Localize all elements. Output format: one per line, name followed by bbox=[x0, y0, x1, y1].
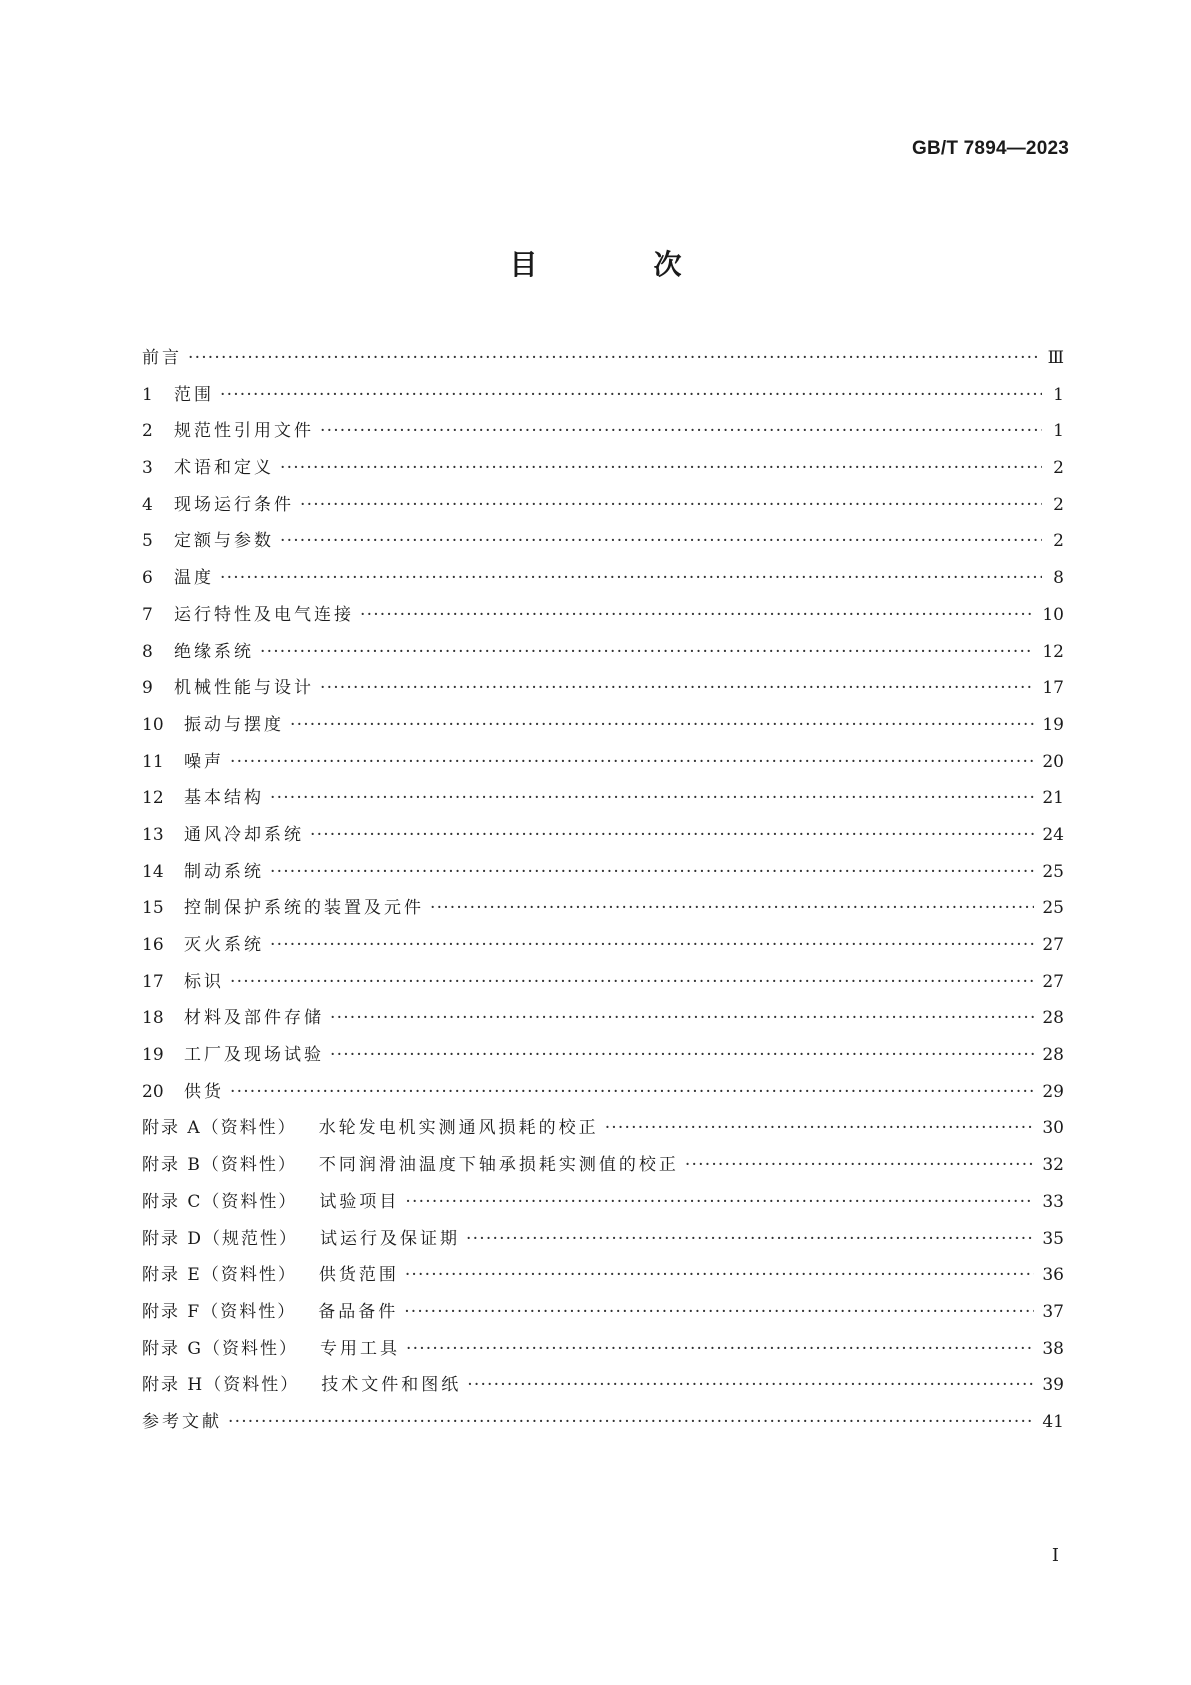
appendix-prefix: 附录 G（资料性） bbox=[142, 1338, 298, 1359]
toc-entry-label: 定额与参数 bbox=[174, 531, 274, 552]
toc-entry-label: 噪声 bbox=[184, 751, 224, 772]
table-of-contents bbox=[142, 340, 1064, 1441]
dot-leader bbox=[230, 744, 1034, 781]
toc-entry-label: 供货 bbox=[184, 1081, 224, 1102]
toc-entry-chapter[interactable] bbox=[142, 487, 1064, 524]
toc-entry-page: 29 bbox=[1042, 1081, 1064, 1102]
toc-entry-number: 16 bbox=[142, 935, 164, 955]
toc-entry-page: 10 bbox=[1042, 604, 1064, 625]
toc-entry-number: 3 bbox=[142, 458, 153, 479]
toc-entry-page: 36 bbox=[1042, 1265, 1064, 1286]
toc-entry-appendix[interactable] bbox=[142, 1147, 1064, 1184]
toc-entry-chapter[interactable] bbox=[142, 1037, 1064, 1074]
toc-entry-number: 9 bbox=[142, 678, 153, 699]
toc-entry-appendix[interactable] bbox=[142, 1294, 1064, 1331]
toc-entry-page: 17 bbox=[1042, 678, 1064, 699]
toc-entry-number: 20 bbox=[142, 1081, 164, 1102]
dot-leader bbox=[685, 1147, 1034, 1184]
toc-entry-page: 20 bbox=[1042, 751, 1064, 772]
dot-leader bbox=[405, 1184, 1034, 1221]
toc-entry-label: 试验项目 bbox=[319, 1191, 400, 1212]
standard-number: GB/T 7894—2023 bbox=[912, 138, 1069, 159]
toc-entry-chapter[interactable] bbox=[142, 450, 1064, 487]
toc-entry-label: 通风冷却系统 bbox=[184, 824, 304, 845]
toc-entry-label: 现场运行条件 bbox=[174, 494, 294, 515]
toc-entry-chapter[interactable] bbox=[142, 780, 1064, 817]
appendix-prefix: 附录 A（资料性） bbox=[142, 1118, 297, 1139]
toc-entry-label: 控制保护系统的装置及元件 bbox=[184, 898, 424, 919]
toc-entry-appendix[interactable] bbox=[142, 1221, 1064, 1258]
toc-entry-page: 32 bbox=[1042, 1155, 1064, 1176]
toc-entry-appendix[interactable] bbox=[142, 1184, 1064, 1221]
toc-entry-page: 39 bbox=[1042, 1375, 1064, 1396]
toc-entry-page: 19 bbox=[1042, 714, 1064, 735]
toc-entry-page: 1 bbox=[1053, 421, 1064, 442]
toc-entry-page: 25 bbox=[1042, 898, 1064, 919]
toc-entry-page: 2 bbox=[1053, 531, 1064, 552]
toc-entry-number: 11 bbox=[142, 751, 164, 772]
toc-entry-number: 6 bbox=[142, 568, 153, 589]
toc-entry-number: 1 bbox=[142, 384, 153, 405]
toc-entry-label: 参考文献 bbox=[142, 1411, 222, 1432]
toc-entry-page: 24 bbox=[1042, 824, 1064, 845]
dot-leader bbox=[467, 1367, 1034, 1404]
toc-entry-page: 37 bbox=[1042, 1301, 1064, 1322]
page-number: I bbox=[1051, 1545, 1059, 1566]
toc-entry-number: 17 bbox=[142, 971, 164, 992]
toc-entry-label: 试运行及保证期 bbox=[320, 1228, 461, 1249]
toc-entry-number: 12 bbox=[142, 788, 164, 809]
toc-entry-label: 技术文件和图纸 bbox=[321, 1375, 462, 1396]
toc-entry-page: 41 bbox=[1042, 1411, 1064, 1432]
toc-entry-number: 10 bbox=[142, 714, 164, 735]
toc-entry-label: 工厂及现场试验 bbox=[184, 1045, 324, 1066]
toc-entry-chapter[interactable] bbox=[142, 413, 1064, 450]
toc-entry-chapter[interactable] bbox=[142, 927, 1064, 964]
toc-entry-label: 规范性引用文件 bbox=[174, 421, 314, 442]
toc-entry-chapter[interactable] bbox=[142, 964, 1064, 1001]
toc-entry-appendix[interactable] bbox=[142, 1257, 1064, 1294]
dot-leader bbox=[280, 523, 1042, 560]
toc-entry-page: 25 bbox=[1042, 861, 1064, 882]
toc-entry-label: 供货范围 bbox=[318, 1265, 399, 1286]
dot-leader bbox=[280, 450, 1042, 487]
toc-entry-label: 术语和定义 bbox=[174, 458, 274, 479]
toc-entry-page: 28 bbox=[1042, 1008, 1064, 1029]
toc-entry-label: 运行特性及电气连接 bbox=[174, 604, 354, 625]
toc-entry-page: 27 bbox=[1042, 935, 1064, 955]
toc-entry-chapter[interactable] bbox=[142, 817, 1064, 854]
toc-entry-number: 19 bbox=[142, 1045, 164, 1066]
toc-entry-label: 温度 bbox=[174, 568, 214, 589]
dot-leader bbox=[360, 597, 1034, 634]
toc-entry-number: 18 bbox=[142, 1008, 164, 1029]
toc-entry-chapter[interactable] bbox=[142, 597, 1064, 634]
dot-leader bbox=[404, 1294, 1034, 1331]
dot-leader bbox=[230, 1074, 1034, 1111]
toc-entry-chapter[interactable] bbox=[142, 744, 1064, 781]
toc-entry-label: 材料及部件存储 bbox=[184, 1008, 324, 1029]
dot-leader bbox=[466, 1221, 1034, 1258]
toc-entry-page: 38 bbox=[1042, 1338, 1064, 1359]
toc-entry-chapter[interactable] bbox=[142, 560, 1064, 597]
toc-entry-label: 绝缘系统 bbox=[174, 641, 254, 662]
toc-entry-page: 8 bbox=[1053, 568, 1064, 589]
toc-entry-label: 不同润滑油温度下轴承损耗实测值的校正 bbox=[318, 1155, 679, 1176]
toc-entry-number: 2 bbox=[142, 421, 153, 442]
toc-entry-label: 水轮发电机实测通风损耗的校正 bbox=[318, 1118, 599, 1139]
toc-entry-appendix[interactable] bbox=[142, 1367, 1064, 1404]
toc-entry-page: 30 bbox=[1042, 1118, 1064, 1139]
toc-entry-chapter[interactable] bbox=[142, 670, 1064, 707]
toc-entry-label: 备品备件 bbox=[318, 1301, 399, 1322]
dot-leader bbox=[220, 377, 1042, 414]
dot-leader bbox=[310, 817, 1034, 854]
toc-entry-number: 14 bbox=[142, 861, 164, 882]
toc-entry-page: 1 bbox=[1053, 384, 1064, 405]
toc-entry-number: 15 bbox=[142, 898, 164, 919]
toc-entry-label: 机械性能与设计 bbox=[174, 678, 314, 699]
toc-entry-number: 5 bbox=[142, 531, 153, 552]
toc-entry-number: 7 bbox=[142, 604, 153, 625]
toc-entry-foreword[interactable] bbox=[142, 340, 1064, 377]
dot-leader bbox=[405, 1257, 1035, 1294]
appendix-prefix: 附录 E（资料性） bbox=[142, 1265, 297, 1286]
toc-entry-label: 灭火系统 bbox=[184, 935, 264, 955]
dot-leader bbox=[300, 487, 1042, 524]
appendix-prefix: 附录 F（资料性） bbox=[142, 1301, 297, 1322]
dot-leader bbox=[290, 707, 1034, 744]
toc-entry-chapter[interactable] bbox=[142, 707, 1064, 744]
dot-leader bbox=[320, 413, 1042, 450]
dot-leader bbox=[270, 780, 1034, 817]
dot-leader bbox=[605, 1110, 1035, 1147]
toc-entry-appendix[interactable] bbox=[142, 1110, 1064, 1147]
toc-entry-page: Ⅲ bbox=[1047, 348, 1064, 368]
toc-entry-page: 2 bbox=[1053, 458, 1064, 479]
toc-entry-page: 33 bbox=[1042, 1191, 1064, 1212]
toc-entry-page: 12 bbox=[1042, 641, 1064, 662]
toc-entry-number: 4 bbox=[142, 494, 153, 515]
dot-leader bbox=[228, 1404, 1034, 1441]
toc-entry-number: 8 bbox=[142, 641, 153, 662]
dot-leader bbox=[430, 890, 1034, 927]
page-title: 目 次 bbox=[509, 248, 726, 281]
toc-entry-label: 振动与摆度 bbox=[184, 714, 284, 735]
toc-entry-bibliography[interactable] bbox=[142, 1404, 1064, 1441]
dot-leader bbox=[188, 340, 1040, 377]
dot-leader bbox=[320, 670, 1034, 707]
appendix-prefix: 附录 D（规范性） bbox=[142, 1228, 299, 1249]
toc-entry-page: 21 bbox=[1042, 788, 1064, 809]
toc-entry-label: 制动系统 bbox=[184, 861, 264, 882]
toc-entry-page: 2 bbox=[1053, 494, 1064, 515]
toc-entry-label: 标识 bbox=[184, 971, 224, 992]
toc-entry-chapter[interactable] bbox=[142, 1074, 1064, 1111]
toc-entry-label: 范围 bbox=[174, 384, 214, 405]
toc-entry-label: 基本结构 bbox=[184, 788, 264, 809]
dot-leader bbox=[260, 634, 1034, 671]
toc-entry-chapter[interactable] bbox=[142, 890, 1064, 927]
toc-entry-chapter[interactable] bbox=[142, 1000, 1064, 1037]
dot-leader bbox=[230, 964, 1034, 1001]
dot-leader bbox=[330, 1000, 1034, 1037]
toc-entry-chapter[interactable] bbox=[142, 634, 1064, 671]
dot-leader bbox=[270, 854, 1034, 891]
toc-entry-chapter[interactable] bbox=[142, 377, 1064, 414]
dot-leader bbox=[220, 560, 1042, 597]
dot-leader bbox=[270, 927, 1034, 964]
toc-entry-chapter[interactable] bbox=[142, 854, 1064, 891]
toc-entry-label: 前言 bbox=[142, 348, 182, 368]
toc-entry-page: 35 bbox=[1042, 1228, 1064, 1249]
appendix-prefix: 附录 H（资料性） bbox=[142, 1375, 300, 1396]
toc-entry-chapter[interactable] bbox=[142, 523, 1064, 560]
dot-leader bbox=[406, 1331, 1034, 1368]
toc-entry-label: 专用工具 bbox=[319, 1338, 400, 1359]
toc-entry-page: 27 bbox=[1042, 971, 1064, 992]
toc-entry-page: 28 bbox=[1042, 1045, 1064, 1066]
dot-leader bbox=[330, 1037, 1034, 1074]
toc-entry-appendix[interactable] bbox=[142, 1331, 1064, 1368]
toc-entry-number: 13 bbox=[142, 824, 164, 845]
appendix-prefix: 附录 C（资料性） bbox=[142, 1191, 298, 1212]
appendix-prefix: 附录 B（资料性） bbox=[142, 1155, 297, 1176]
